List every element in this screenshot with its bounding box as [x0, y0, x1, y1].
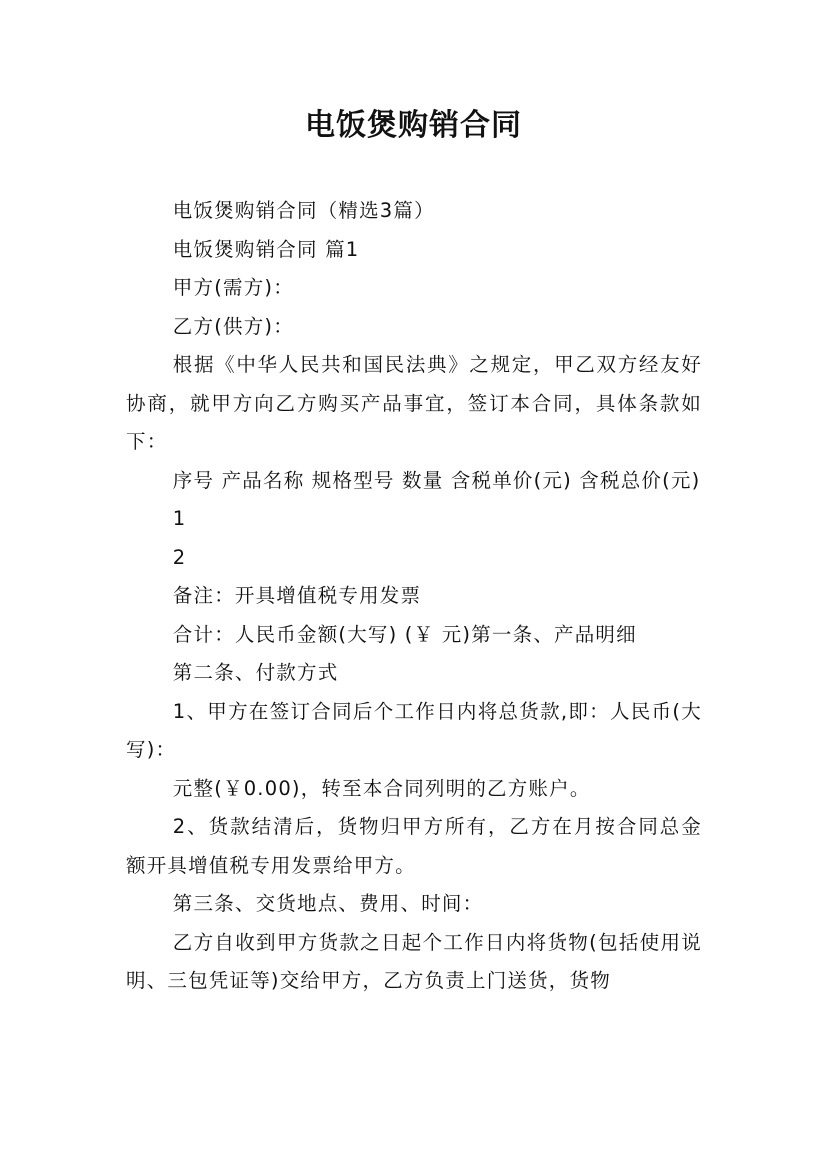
paragraph-article-2: 第二条、付款方式 — [172, 661, 339, 684]
paragraph-row-2: 2 — [172, 545, 187, 569]
paragraph-table-header: 序号 产品名称 规格型号 数量 含税单价(元) 含税总价(元) — [172, 468, 701, 492]
paragraph-payment-2: 2、货款结清后，货物归甲方所有，乙方在月按合同总金额开具增值税专用发票给甲方。 — [126, 815, 702, 877]
paragraph-delivery: 乙方自收到甲方货款之日起个工作日内将货物(包括使用说明、三包凭证等)交给甲方，乙方负责上门送货，货物 — [126, 930, 702, 992]
paragraph-payment-1: 1、甲方在签订合同后个工作日内将总货款,即：人民币(大写)： — [126, 699, 702, 761]
paragraph-preamble: 根据《中华人民共和国民法典》之规定，甲乙双方经友好协商，就甲方向乙方购买产品事宜，签订本合同，具体条款如下： — [126, 353, 702, 453]
paragraph-section-heading: 电饭煲购销合同 篇1 — [172, 237, 360, 261]
document-body — [126, 192, 702, 1001]
paragraph-total: 合计：人民币金额(大写) (￥ 元)第一条、产品明细 — [172, 622, 637, 646]
paragraph-row-1: 1 — [172, 507, 187, 530]
paragraph-payment-amount: 元整(￥0.00)，转至本合同列明的乙方账户。 — [172, 776, 591, 800]
paragraph-party-b: 乙方(供方)： — [172, 314, 294, 338]
document-title: 电饭煲购销合同 — [305, 108, 522, 143]
paragraph-subtitle: 电饭煲购销合同（精选3篇） — [172, 199, 435, 222]
paragraph-remark: 备注：开具增值税专用发票 — [172, 584, 422, 607]
paragraph-party-a: 甲方(需方)： — [172, 276, 294, 299]
paragraph-article-3: 第三条、交货地点、费用、时间： — [172, 892, 484, 915]
